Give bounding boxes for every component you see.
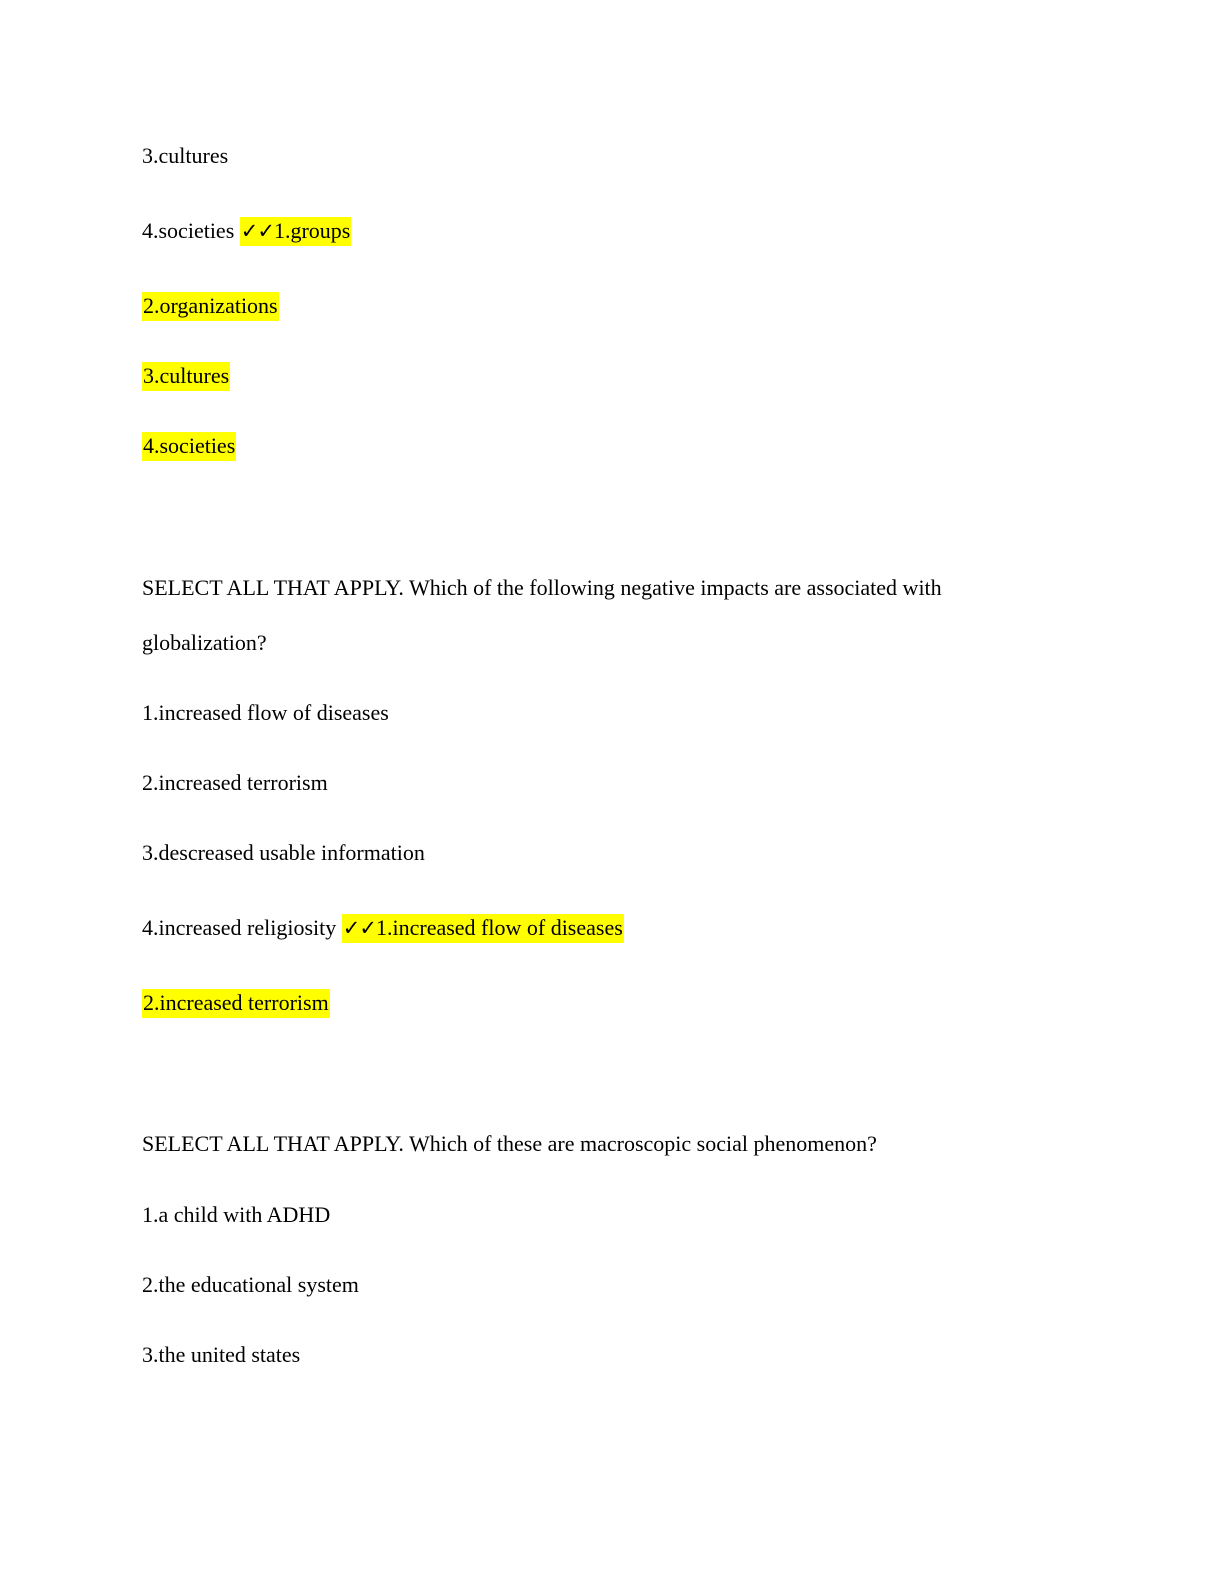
question-text-cont — [142, 629, 267, 657]
checkmark-icon: ✓✓ — [240, 219, 274, 243]
option-text: 2.increased terrorism — [142, 770, 328, 795]
option-text: 1.a child with ADHD — [142, 1202, 331, 1227]
option-1 — [142, 699, 389, 727]
answer-text: 3.cultures — [142, 362, 230, 391]
option-text: 3.cultures — [142, 143, 229, 168]
answer-line — [142, 362, 230, 390]
option-text: 3.the united states — [142, 1342, 301, 1367]
option-cultures — [142, 142, 228, 170]
option-text: 3.descreased usable information — [142, 840, 425, 865]
option-text: 2.the educational system — [142, 1272, 359, 1297]
option-societies-with-answer — [142, 217, 351, 245]
question-text-line1: SELECT ALL THAT APPLY. Which of these are macroscopic social phenomenon? — [142, 1131, 877, 1156]
option-4-with-answer — [142, 914, 624, 942]
option-text: 4.societies — [142, 218, 235, 243]
answer-text: 2.increased terrorism — [142, 989, 330, 1018]
option-text: 1.increased flow of diseases — [142, 700, 389, 725]
answer-text: 1.increased flow of diseases — [375, 915, 623, 940]
answer-highlight — [342, 914, 624, 943]
answer-line — [142, 292, 279, 320]
option-1 — [142, 1201, 330, 1229]
question-text — [142, 1130, 877, 1158]
answer-text: 4.societies — [142, 432, 236, 461]
answer-text: 2.organizations — [142, 292, 279, 321]
question-text — [142, 574, 942, 602]
answer-line — [142, 989, 330, 1017]
answer-text: 1.groups — [273, 218, 351, 243]
option-2 — [142, 1271, 359, 1299]
checkmark-icon: ✓✓ — [342, 916, 376, 940]
question-text-line1: SELECT ALL THAT APPLY. Which of the following negative impacts are associated with — [142, 575, 942, 600]
question-text-line2: globalization? — [142, 630, 267, 655]
option-3 — [142, 839, 425, 867]
option-3 — [142, 1341, 300, 1369]
answer-highlight — [240, 217, 352, 246]
option-2 — [142, 769, 328, 797]
answer-line — [142, 432, 236, 460]
option-text: 4.increased religiosity — [142, 915, 337, 940]
